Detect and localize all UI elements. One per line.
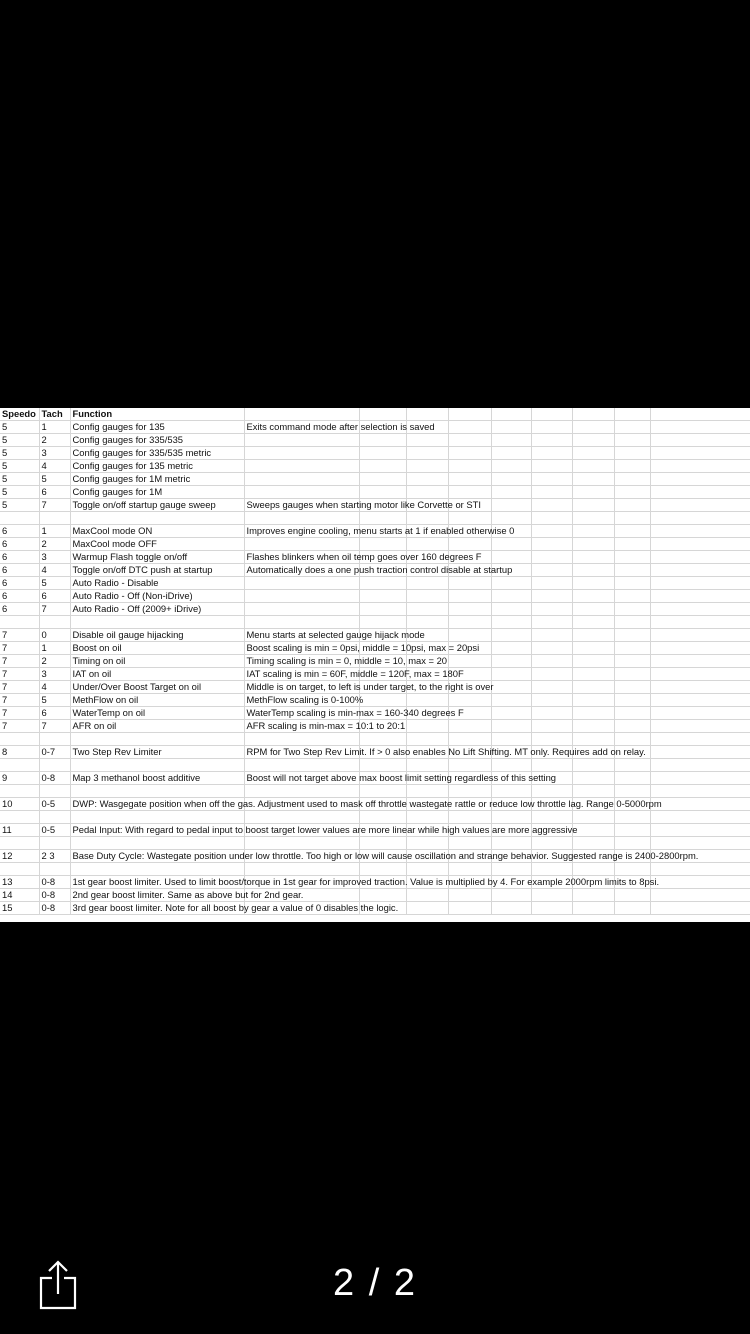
cell-description: Improves engine cooling, menu starts at 1 if enabled otherwise 0 bbox=[244, 525, 359, 538]
cell-speedo: 7 bbox=[0, 642, 39, 655]
cell-speedo: 13 bbox=[0, 876, 39, 889]
cell-function: Two Step Rev Limiter bbox=[70, 746, 244, 759]
table-row bbox=[0, 798, 750, 811]
table-row bbox=[0, 694, 750, 707]
cell-function: MaxCool mode ON bbox=[70, 525, 244, 538]
cell-tach: 7 bbox=[39, 720, 70, 733]
cell-function: Toggle on/off startup gauge sweep bbox=[70, 499, 244, 512]
cell-speedo: 6 bbox=[0, 551, 39, 564]
cell-tach: 6 bbox=[39, 590, 70, 603]
share-icon bbox=[38, 1256, 78, 1312]
cell-description bbox=[244, 577, 359, 590]
table-row bbox=[0, 629, 750, 642]
table-row bbox=[0, 512, 750, 525]
table-row bbox=[0, 889, 750, 902]
table-row bbox=[0, 434, 750, 447]
cell-tach: 0-5 bbox=[39, 824, 70, 837]
cell-description: AFR scaling is min-max = 10:1 to 20:1 bbox=[244, 720, 359, 733]
cell-speedo: 7 bbox=[0, 629, 39, 642]
table-row bbox=[0, 447, 750, 460]
table-row bbox=[0, 603, 750, 616]
table-row bbox=[0, 551, 750, 564]
cell-function: DWP: Wasgegate position when off the gas. Adjustment used to mask off throttle wastegate rattle or reduce low throttle lag. Range 0-5000rpm bbox=[70, 798, 244, 811]
cell-speedo bbox=[0, 785, 39, 798]
cell-function bbox=[70, 616, 244, 629]
cell-description bbox=[244, 473, 359, 486]
header-speedo: Speedo bbox=[0, 408, 39, 421]
table-row bbox=[0, 824, 750, 837]
cell-function: Timing on oil bbox=[70, 655, 244, 668]
cell-speedo: 7 bbox=[0, 681, 39, 694]
cell-description: Boost scaling is min = 0psi, middle = 10psi, max = 20psi bbox=[244, 642, 359, 655]
cell-speedo: 7 bbox=[0, 694, 39, 707]
cell-function: Auto Radio - Off (2009+ iDrive) bbox=[70, 603, 244, 616]
table-row bbox=[0, 473, 750, 486]
cell-tach: 7 bbox=[39, 499, 70, 512]
cell-tach: 2 bbox=[39, 655, 70, 668]
cell-speedo bbox=[0, 837, 39, 850]
page-counter: 2 / 2 bbox=[333, 1262, 417, 1304]
cell-tach: 2 bbox=[39, 538, 70, 551]
cell-speedo: 7 bbox=[0, 655, 39, 668]
cell-tach bbox=[39, 512, 70, 525]
cell-tach: 6 bbox=[39, 486, 70, 499]
cell-speedo: 5 bbox=[0, 460, 39, 473]
cell-speedo bbox=[0, 733, 39, 746]
share-button[interactable] bbox=[38, 1256, 78, 1312]
cell-tach bbox=[39, 616, 70, 629]
cell-tach: 2 3 bbox=[39, 850, 70, 863]
cell-tach: 4 bbox=[39, 564, 70, 577]
cell-function: Disable oil gauge hijacking bbox=[70, 629, 244, 642]
cell-speedo: 8 bbox=[0, 746, 39, 759]
cell-description: IAT scaling is min = 60F, middle = 120F, max = 180F bbox=[244, 668, 359, 681]
cell-speedo: 5 bbox=[0, 447, 39, 460]
table-row bbox=[0, 902, 750, 915]
table-row bbox=[0, 655, 750, 668]
cell-description: Flashes blinkers when oil temp goes over 160 degrees F bbox=[244, 551, 359, 564]
cell-tach: 5 bbox=[39, 473, 70, 486]
table-row bbox=[0, 720, 750, 733]
cell-function: Under/Over Boost Target on oil bbox=[70, 681, 244, 694]
cell-tach: 3 bbox=[39, 551, 70, 564]
table-row bbox=[0, 772, 750, 785]
cell-function: WaterTemp on oil bbox=[70, 707, 244, 720]
cell-tach: 1 bbox=[39, 421, 70, 434]
cell-description bbox=[244, 486, 359, 499]
cell-speedo bbox=[0, 616, 39, 629]
table-row bbox=[0, 460, 750, 473]
table-header-row bbox=[0, 408, 750, 421]
table-row bbox=[0, 421, 750, 434]
table-row bbox=[0, 577, 750, 590]
table-row bbox=[0, 876, 750, 889]
cell-description: Sweeps gauges when starting motor like Corvette or STI bbox=[244, 499, 359, 512]
table-row bbox=[0, 863, 750, 876]
cell-tach: 0-8 bbox=[39, 772, 70, 785]
cell-tach: 5 bbox=[39, 577, 70, 590]
cell-function: Warmup Flash toggle on/off bbox=[70, 551, 244, 564]
cell-speedo: 14 bbox=[0, 889, 39, 902]
cell-speedo: 5 bbox=[0, 499, 39, 512]
cell-function: Boost on oil bbox=[70, 642, 244, 655]
cell-speedo bbox=[0, 863, 39, 876]
table-row bbox=[0, 499, 750, 512]
cell-speedo: 5 bbox=[0, 421, 39, 434]
cell-function: AFR on oil bbox=[70, 720, 244, 733]
cell-function: Config gauges for 1M metric bbox=[70, 473, 244, 486]
cell-description bbox=[244, 733, 359, 746]
cell-function bbox=[70, 811, 244, 824]
cell-description bbox=[244, 603, 359, 616]
cell-function bbox=[70, 512, 244, 525]
cell-description bbox=[244, 538, 359, 551]
cell-speedo: 12 bbox=[0, 850, 39, 863]
cell-description: MethFlow scaling is 0-100% bbox=[244, 694, 359, 707]
cell-speedo: 5 bbox=[0, 486, 39, 499]
cell-tach: 4 bbox=[39, 681, 70, 694]
cell-function: Config gauges for 135 metric bbox=[70, 460, 244, 473]
cell-description: RPM for Two Step Rev Limit. If > 0 also enables No Lift Shifting. MT only. Requires add on relay. bbox=[244, 746, 359, 759]
table-row bbox=[0, 590, 750, 603]
cell-speedo: 5 bbox=[0, 473, 39, 486]
table-row bbox=[0, 759, 750, 772]
cell-description bbox=[244, 447, 359, 460]
cell-tach: 3 bbox=[39, 668, 70, 681]
table-row bbox=[0, 616, 750, 629]
cell-speedo: 9 bbox=[0, 772, 39, 785]
table-row bbox=[0, 486, 750, 499]
cell-tach bbox=[39, 811, 70, 824]
cell-description: WaterTemp scaling is min-max = 160-340 degrees F bbox=[244, 707, 359, 720]
cell-speedo: 7 bbox=[0, 720, 39, 733]
cell-function bbox=[70, 785, 244, 798]
cell-speedo: 10 bbox=[0, 798, 39, 811]
cell-description bbox=[244, 759, 359, 772]
cell-speedo: 6 bbox=[0, 577, 39, 590]
header-function: Function bbox=[70, 408, 244, 421]
cell-tach bbox=[39, 785, 70, 798]
header-tach: Tach bbox=[39, 408, 70, 421]
cell-function: MaxCool mode OFF bbox=[70, 538, 244, 551]
cell-function: Map 3 methanol boost additive bbox=[70, 772, 244, 785]
spreadsheet-image bbox=[0, 408, 750, 922]
cell-description: Timing scaling is min = 0, middle = 10, max = 20 bbox=[244, 655, 359, 668]
cell-speedo: 6 bbox=[0, 564, 39, 577]
viewer-toolbar bbox=[0, 1240, 750, 1334]
cell-function bbox=[70, 863, 244, 876]
cell-speedo: 6 bbox=[0, 590, 39, 603]
cell-tach: 0-8 bbox=[39, 889, 70, 902]
cell-function: 2nd gear boost limiter. Same as above but for 2nd gear. bbox=[70, 889, 244, 902]
cell-tach: 0-5 bbox=[39, 798, 70, 811]
cell-function: Base Duty Cycle: Wastegate position under low throttle. Too high or low will cause oscillation and strange behavior. Suggested range is 2400-2800rpm. bbox=[70, 850, 244, 863]
table-row bbox=[0, 538, 750, 551]
cell-speedo: 6 bbox=[0, 525, 39, 538]
cell-tach: 5 bbox=[39, 694, 70, 707]
cell-tach: 0 bbox=[39, 629, 70, 642]
cell-function: Config gauges for 135 bbox=[70, 421, 244, 434]
cell-function: MethFlow on oil bbox=[70, 694, 244, 707]
cell-function: Config gauges for 1M bbox=[70, 486, 244, 499]
cell-speedo bbox=[0, 512, 39, 525]
cell-description: Middle is on target, to left is under target, to the right is over bbox=[244, 681, 359, 694]
cell-tach: 1 bbox=[39, 642, 70, 655]
table-row bbox=[0, 642, 750, 655]
cell-function: Config gauges for 335/535 metric bbox=[70, 447, 244, 460]
cell-function: Toggle on/off DTC push at startup bbox=[70, 564, 244, 577]
cell-function bbox=[70, 837, 244, 850]
cell-tach: 4 bbox=[39, 460, 70, 473]
table-row bbox=[0, 785, 750, 798]
cell-tach bbox=[39, 863, 70, 876]
cell-speedo: 7 bbox=[0, 668, 39, 681]
cell-description: Automatically does a one push traction control disable at startup bbox=[244, 564, 359, 577]
cell-tach: 2 bbox=[39, 434, 70, 447]
table-body bbox=[0, 421, 750, 915]
cell-tach: 0-7 bbox=[39, 746, 70, 759]
cell-tach: 1 bbox=[39, 525, 70, 538]
cell-description bbox=[244, 616, 359, 629]
cell-function: 1st gear boost limiter. Used to limit boost/torque in 1st gear for improved traction. Value is multiplied by 4. For example 2000rpm limits to 8psi. bbox=[70, 876, 244, 889]
cell-tach: 3 bbox=[39, 447, 70, 460]
cell-tach bbox=[39, 733, 70, 746]
cell-description bbox=[244, 512, 359, 525]
cell-function: Config gauges for 335/535 bbox=[70, 434, 244, 447]
cell-speedo: 7 bbox=[0, 707, 39, 720]
table-row bbox=[0, 707, 750, 720]
spreadsheet-table bbox=[0, 408, 750, 915]
cell-speedo: 6 bbox=[0, 603, 39, 616]
cell-function: 3rd gear boost limiter. Note for all boost by gear a value of 0 disables the logic. bbox=[70, 902, 244, 915]
cell-description bbox=[244, 460, 359, 473]
cell-speedo: 6 bbox=[0, 538, 39, 551]
cell-description bbox=[244, 811, 359, 824]
cell-description: Exits command mode after selection is saved bbox=[244, 421, 359, 434]
table-row bbox=[0, 746, 750, 759]
cell-description bbox=[244, 785, 359, 798]
cell-speedo: 5 bbox=[0, 434, 39, 447]
table-row bbox=[0, 837, 750, 850]
cell-tach bbox=[39, 759, 70, 772]
cell-function: Auto Radio - Off (Non-iDrive) bbox=[70, 590, 244, 603]
cell-tach: 7 bbox=[39, 603, 70, 616]
cell-function bbox=[70, 733, 244, 746]
cell-tach: 0-8 bbox=[39, 902, 70, 915]
cell-description bbox=[244, 837, 359, 850]
table-row bbox=[0, 733, 750, 746]
cell-function: IAT on oil bbox=[70, 668, 244, 681]
cell-description bbox=[244, 434, 359, 447]
cell-function: Pedal Input: With regard to pedal input to boost target lower values are more linear while high values are more aggressive bbox=[70, 824, 244, 837]
cell-description bbox=[244, 863, 359, 876]
cell-speedo: 11 bbox=[0, 824, 39, 837]
table-row bbox=[0, 850, 750, 863]
cell-description: Menu starts at selected gauge hijack mode bbox=[244, 629, 359, 642]
cell-speedo bbox=[0, 759, 39, 772]
table-row bbox=[0, 811, 750, 824]
cell-description bbox=[244, 590, 359, 603]
cell-tach: 0-8 bbox=[39, 876, 70, 889]
cell-speedo: 15 bbox=[0, 902, 39, 915]
cell-tach bbox=[39, 837, 70, 850]
cell-function bbox=[70, 759, 244, 772]
table-row bbox=[0, 681, 750, 694]
cell-speedo bbox=[0, 811, 39, 824]
table-row bbox=[0, 668, 750, 681]
cell-description: Boost will not target above max boost limit setting regardless of this setting bbox=[244, 772, 359, 785]
cell-tach: 6 bbox=[39, 707, 70, 720]
cell-function: Auto Radio - Disable bbox=[70, 577, 244, 590]
table-row bbox=[0, 525, 750, 538]
table-row bbox=[0, 564, 750, 577]
